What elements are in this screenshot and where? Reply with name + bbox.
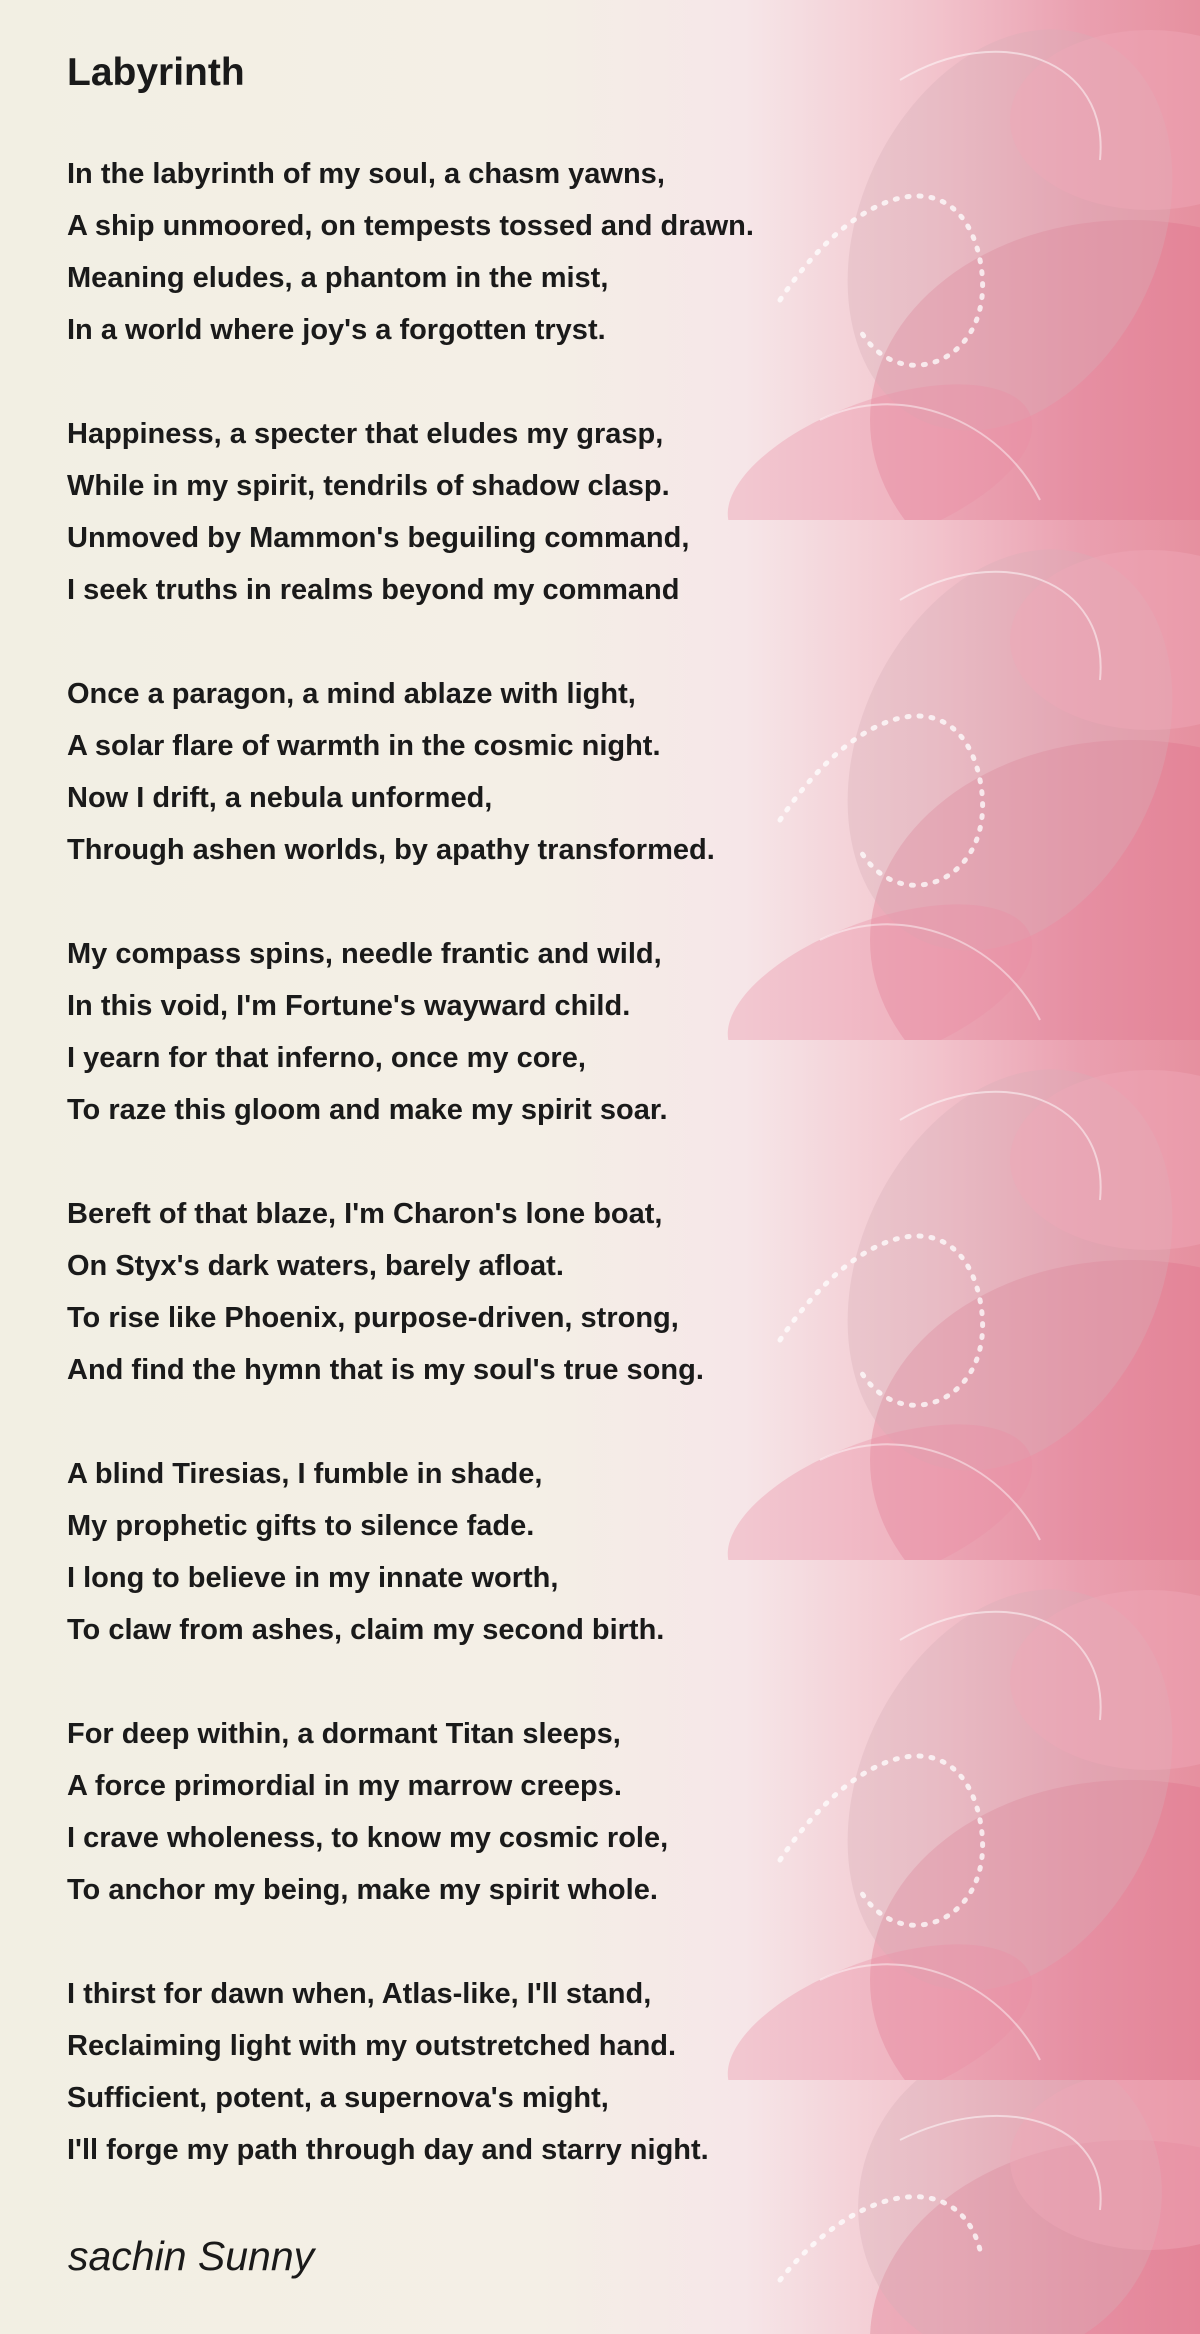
poem-line: Now I drift, a nebula unformed, — [67, 782, 493, 814]
stanza-1 — [67, 148, 967, 356]
poem-line: To anchor my being, make my spirit whole. — [67, 1874, 658, 1906]
stanza-4 — [67, 928, 967, 1136]
poem-line: I crave wholeness, to know my cosmic role, — [67, 1822, 669, 1854]
poem-line: In this void, I'm Fortune's wayward child. — [67, 990, 631, 1022]
poem-line: Through ashen worlds, by apathy transformed. — [67, 834, 715, 866]
poem-line: A force primordial in my marrow creeps. — [67, 1770, 622, 1802]
poem-line: To raze this gloom and make my spirit soar. — [67, 1094, 668, 1126]
poem-line: And find the hymn that is my soul's true song. — [67, 1354, 704, 1386]
stanza-6 — [67, 1448, 967, 1656]
poem-line: Unmoved by Mammon's beguiling command, — [67, 522, 690, 554]
poem-line: To claw from ashes, claim my second birth. — [67, 1614, 665, 1646]
stanza-2 — [67, 408, 967, 616]
poem-line: To rise like Phoenix, purpose-driven, strong, — [67, 1302, 679, 1334]
poem-line: A solar flare of warmth in the cosmic night. — [67, 730, 661, 762]
stanza-3 — [67, 668, 967, 876]
poem-line: In the labyrinth of my soul, a chasm yawns, — [67, 158, 665, 190]
poem-author: sachin Sunny — [68, 2233, 315, 2279]
poem-line: Happiness, a specter that eludes my grasp, — [67, 418, 664, 450]
poem-line: I'll forge my path through day and starry night. — [67, 2134, 709, 2166]
poem-line: For deep within, a dormant Titan sleeps, — [67, 1718, 621, 1750]
poem-line: Reclaiming light with my outstretched hand. — [67, 2030, 677, 2062]
poem-line: Meaning eludes, a phantom in the mist, — [67, 262, 609, 294]
poem-line: My prophetic gifts to silence fade. — [67, 1510, 535, 1542]
poem-line: While in my spirit, tendrils of shadow clasp. — [67, 470, 670, 502]
poem-line: A blind Tiresias, I fumble in shade, — [67, 1458, 543, 1490]
poem-line: Once a paragon, a mind ablaze with light, — [67, 678, 636, 710]
poem-line: I seek truths in realms beyond my command — [67, 574, 680, 606]
poem-title: Labyrinth — [67, 51, 245, 94]
poem-line: On Styx's dark waters, barely afloat. — [67, 1250, 564, 1282]
stanza-8 — [67, 1968, 967, 2176]
stanza-5 — [67, 1188, 967, 1396]
poem-line: Bereft of that blaze, I'm Charon's lone boat, — [67, 1198, 663, 1230]
poem-line: I yearn for that inferno, once my core, — [67, 1042, 586, 1074]
poem-line: I long to believe in my innate worth, — [67, 1562, 559, 1594]
poem-line: In a world where joy's a forgotten tryst. — [67, 314, 606, 346]
poem-line: Sufficient, potent, a supernova's might, — [67, 2082, 609, 2114]
poem-line: I thirst for dawn when, Atlas-like, I'll stand, — [67, 1978, 652, 2010]
poem-line: A ship unmoored, on tempests tossed and drawn. — [67, 210, 754, 242]
stanza-7 — [67, 1708, 967, 1916]
poem-line: My compass spins, needle frantic and wild, — [67, 938, 662, 970]
